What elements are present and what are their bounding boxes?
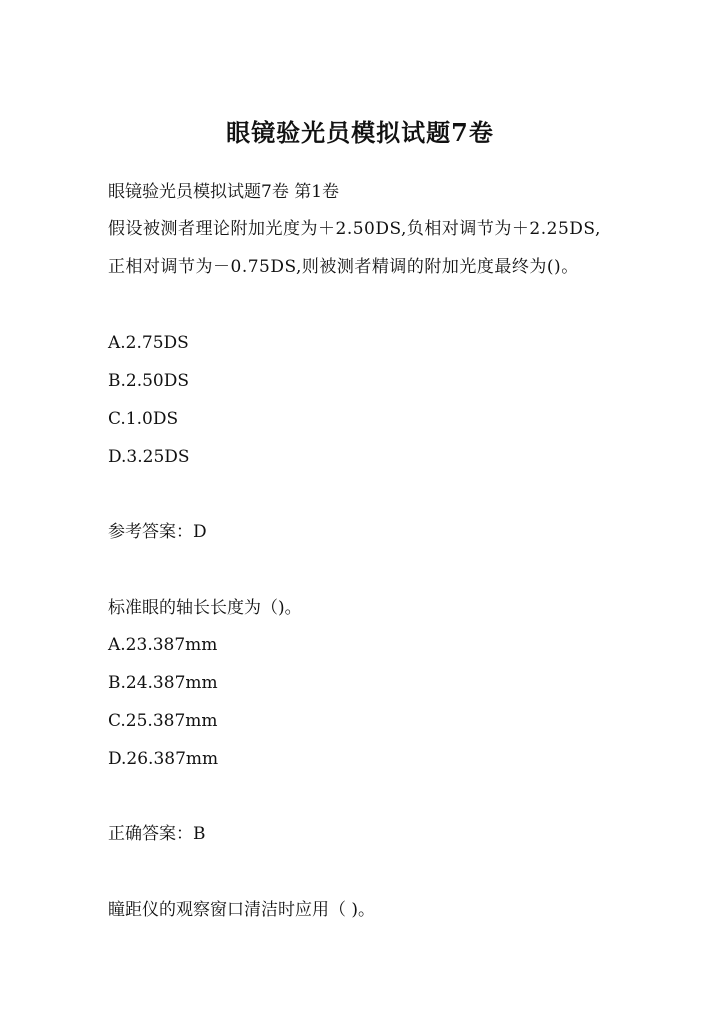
question-1-answer: 参考答案：D xyxy=(108,522,207,542)
question-2-text: 标准眼的轴长长度为（)。 xyxy=(108,598,302,618)
question-2-answer: 正确答案：B xyxy=(108,824,206,844)
question-1-option-b: B.2.50DS xyxy=(108,371,190,391)
question-1-option-a: A.2.75DS xyxy=(108,333,189,353)
question-1-option-c: C.1.0DS xyxy=(108,409,179,429)
question-1-text: 假设被测者理论附加光度为＋2.50DS,负相对调节为＋2.25DS,正相对调节为－0.75DS,则被测者精调的附加光度最终为()。 xyxy=(108,219,601,277)
question-2-option-c: C.25.387mm xyxy=(108,711,218,731)
question-3-text: 瞳距仪的观察窗口清洁时应用（ )。 xyxy=(108,900,376,920)
document-title: 眼镜验光员模拟试题7卷 xyxy=(226,118,494,147)
question-2-option-d: D.26.387mm xyxy=(108,749,219,769)
exam-subtitle: 眼镜验光员模拟试题7卷 第1卷 xyxy=(108,182,340,202)
question-2-option-a: A.23.387mm xyxy=(108,635,218,655)
question-2-option-b: B.24.387mm xyxy=(108,673,218,693)
question-1-option-d: D.3.25DS xyxy=(108,447,190,467)
